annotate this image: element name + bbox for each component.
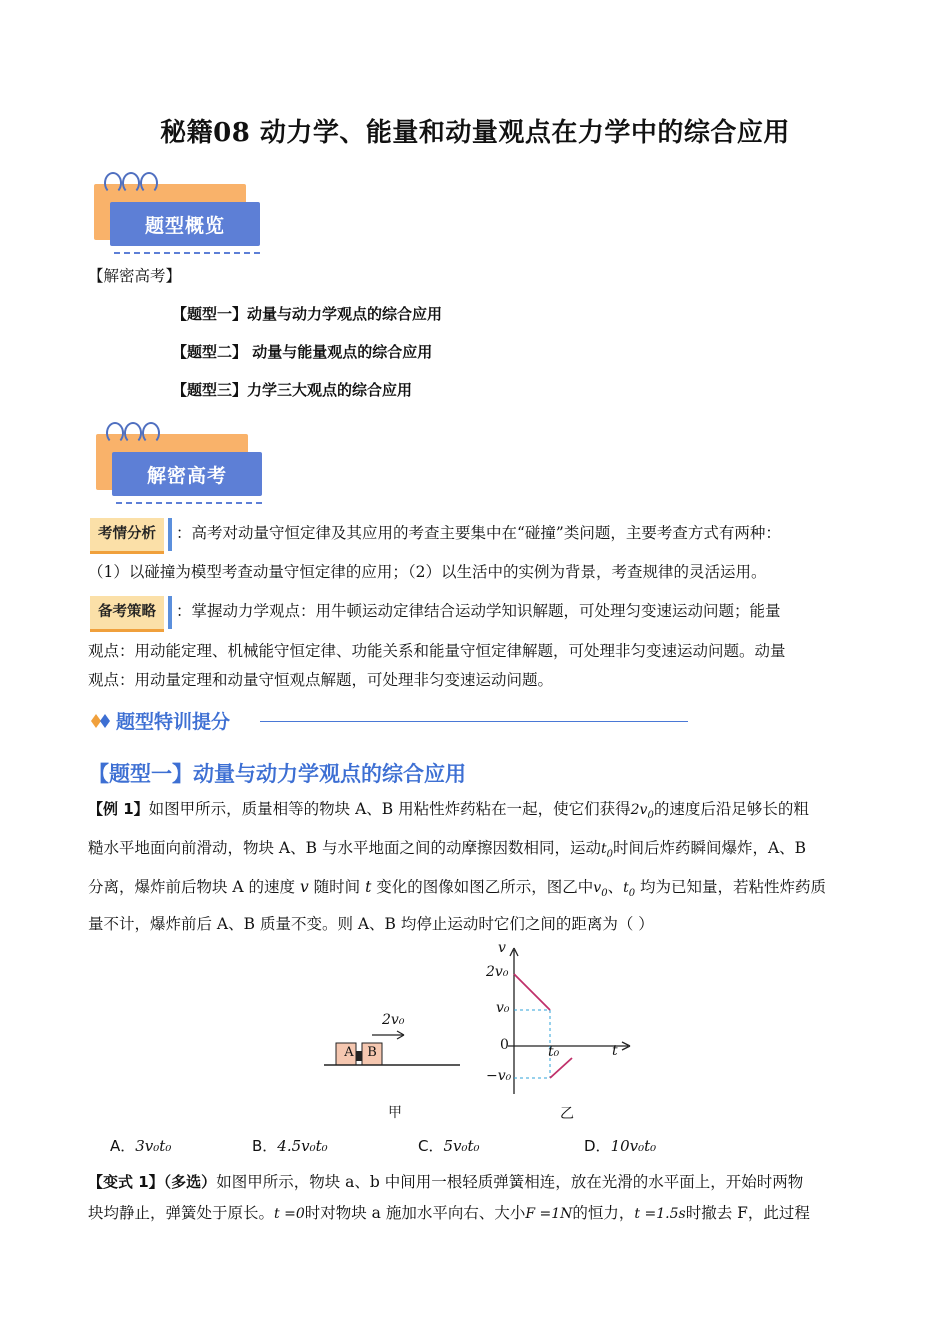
analysis-line1: ：高考对动量守恒定律及其应用的考查主要集中在“碰撞”类问题，主要考查方式有两种： (176, 524, 781, 542)
diamond-icon (90, 713, 112, 729)
strategy-block (90, 596, 870, 632)
strategy-line3: 观点：用动量定理和动量守恒观点解题，可处理非匀变速运动问题。 (88, 671, 554, 689)
variant1-label: 【变式 1】 (88, 1173, 164, 1191)
analysis-block (90, 518, 870, 554)
type1-header: 【题型一】动量与动力学观点的综合应用 (88, 762, 466, 786)
example1-line1: 【例 1】如图甲所示，质量相等的物块 A、B 用粘性炸药粘在一起，使它们获得$2v_0$的速度后沿足够长的粗 (88, 800, 809, 821)
analysis-tag: 考情分析 (90, 518, 164, 554)
caption-jia: 甲 (388, 1105, 402, 1121)
variant1-multi: （多选） (163, 1173, 217, 1191)
example1-line2: 糙水平地面向前滑动，物块 A、B 与水平地面之间的动摩擦因数相同，运动$t_0$时间后炸药瞬间爆炸，A、B (88, 839, 807, 860)
choice-b[interactable]: B．4.5v₀t₀ (252, 1137, 328, 1155)
decode-banner-label: 解密高考 (112, 452, 262, 496)
axis-v-label: v (498, 940, 506, 956)
overview-banner (94, 168, 269, 258)
strategy-line2: 观点：用动能定理、机械能守恒定律、功能关系和能量守恒定律解题，可处理非匀变速运动问题。动量 (88, 642, 786, 660)
velocity-label: 2v₀ (382, 1012, 405, 1028)
tick-neg-v0: −v₀ (486, 1068, 512, 1084)
overview-item-2: 【题型二】 动量与能量观点的综合应用 (172, 343, 433, 361)
variant1-line1: 【变式 1】（多选）如图甲所示，物块 a、b 中间用一根轻质弹簧相连，放在光滑的水平面上，开始时两物 (88, 1173, 804, 1191)
variant1-line2: 块均静止，弹簧处于原长。t =0时对物块 a 施加水平向右、大小F =1N的恒力，t =1.5s时撤去 F，此过程 (88, 1204, 810, 1222)
tick-t0: t₀ (548, 1044, 560, 1060)
overview-item-3: 【题型三】力学三大观点的综合应用 (172, 381, 413, 399)
choice-a-value: 3v₀t₀ (135, 1137, 172, 1155)
caption-yi: 乙 (560, 1106, 574, 1122)
training-header-rule (260, 721, 688, 722)
choice-a[interactable]: A．3v₀t₀ (110, 1137, 172, 1155)
analysis-line2: （1）以碰撞为模型考查动量守恒定律的应用；（2）以生活中的实例为背景，考查规律的灵活运用。 (88, 563, 767, 581)
training-header-text: 题型特训提分 (116, 711, 231, 733)
axis-t-label: t (612, 1043, 618, 1059)
choice-c[interactable]: C．5v₀t₀ (418, 1137, 480, 1155)
math-2v0: $2v_0$ (630, 802, 654, 821)
choice-d-value: 10v₀t₀ (610, 1137, 657, 1155)
choice-d[interactable]: D．10v₀t₀ (584, 1137, 657, 1155)
strategy-tag: 备考策略 (90, 596, 164, 632)
tick-v0: v₀ (496, 1000, 510, 1016)
example1-line4: 量不计，爆炸前后 A、B 质量不变。则 A、B 均停止运动时它们之间的距离为（ ） (88, 915, 654, 933)
overview-item-1: 【题型一】动量与动力学观点的综合应用 (172, 305, 443, 323)
block-b-label: B (367, 1045, 377, 1060)
origin-label: 0 (500, 1037, 509, 1053)
tick-2v0: 2v₀ (486, 964, 509, 980)
page-title: 秘籍08 动力学、能量和动量观点在力学中的综合应用 (160, 118, 790, 148)
overview-banner-label: 题型概览 (110, 202, 260, 246)
example1-label: 【例 1】 (88, 800, 149, 818)
choice-b-value: 4.5v₀t₀ (277, 1137, 328, 1155)
training-header (90, 707, 690, 737)
strategy-line1: ：掌握动力学观点：用牛顿运动定律结合运动学知识解题，可处理匀变速运动问题；能量 (176, 602, 781, 620)
decode-banner (96, 418, 271, 508)
block-a-label: A (344, 1045, 354, 1060)
example1-line3: 分离，爆炸前后物块 A 的速度 v 随时间 t 变化的图像如图乙所示，图乙中$v_0$、$t_0$ 均为已知量，若粘性炸药质 (88, 878, 827, 899)
math-t0: $t_0$ (600, 841, 613, 860)
overview-label: 【解密高考】 (88, 267, 182, 285)
choice-c-value: 5v₀t₀ (443, 1137, 480, 1155)
